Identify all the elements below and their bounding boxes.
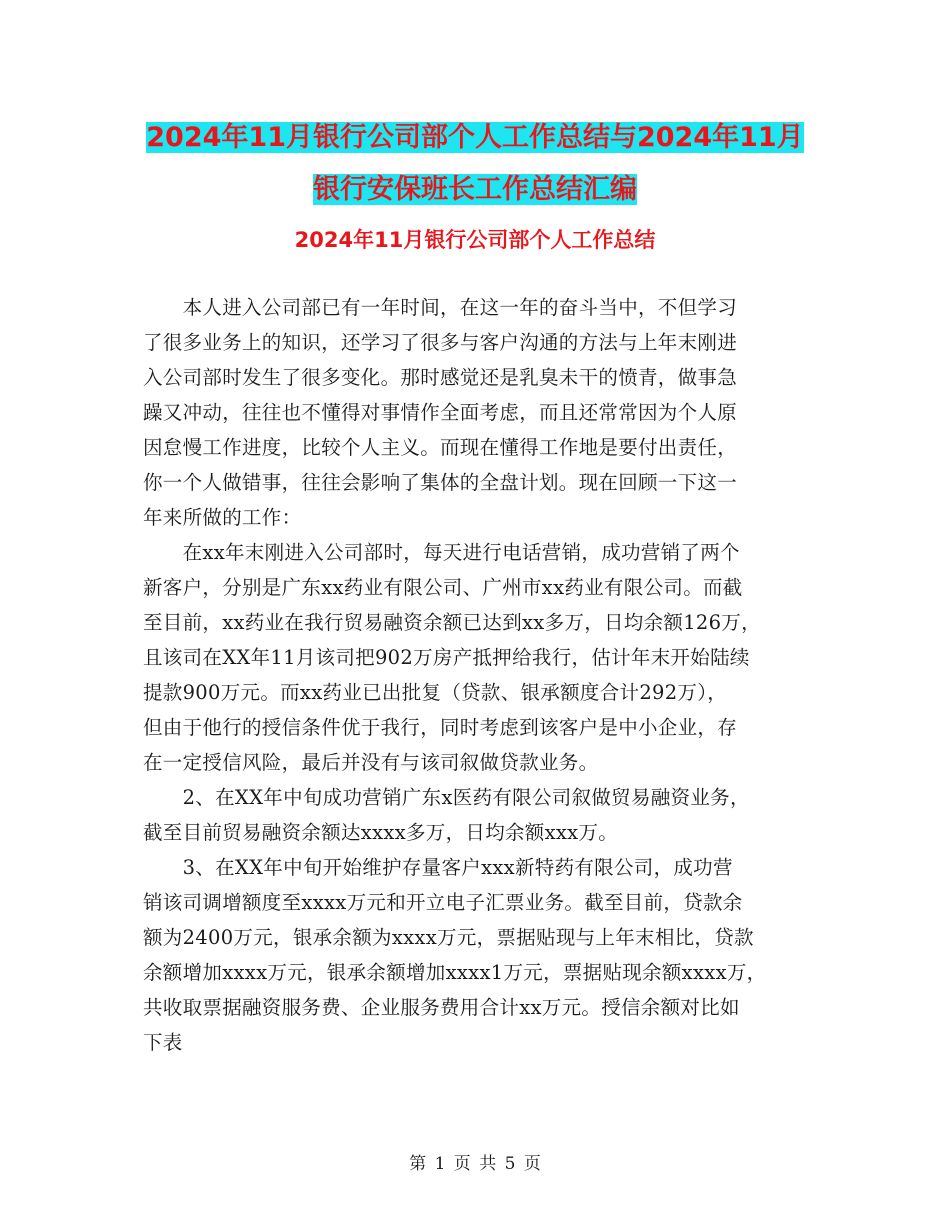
body-line: 提款900万元。而xx药业已出批复（贷款、银承额度合计292万）， <box>143 681 728 704</box>
body-line: 额为2400万元，银承余额为xxxx万元，票据贴现与上年末相比，贷款 <box>143 926 754 949</box>
body-line: 你一个人做错事，往往会影响了集体的全盘计划。现在回顾一下这一 <box>143 471 738 494</box>
body-line: 在一定授信风险，最后并没有与该司叙做贷款业务。 <box>143 751 599 774</box>
page-footer: 第 1 页 共 5 页 <box>409 1154 541 1174</box>
body-line: 截至目前贸易融资余额达xxxx多万，日均余额xxx万。 <box>143 821 619 844</box>
body-line: 入公司部时发生了很多变化。那时感觉还是乳臭未干的愤青，做事急 <box>143 366 738 389</box>
title-line-2: 银行安保班长工作总结汇编 <box>313 174 637 205</box>
body-line: 共收取票据融资服务费、企业服务费用合计xx万元。授信余额对比如 <box>143 996 740 1019</box>
body-line: 且该司在XX年11月该司把902万房产抵押给我行，估计年末开始陆续 <box>143 646 750 669</box>
body-line: 2、在XX年中旬成功营销广东x医药有限公司叙做贸易融资业务， <box>143 786 750 809</box>
body-line: 至目前，xx药业在我行贸易融资余额已达到xx多万，日均余额126万， <box>143 611 761 634</box>
body-line: 在xx年末刚进入公司部时，每天进行电话营销，成功营销了两个 <box>143 541 740 564</box>
body-line: 新客户，分别是广东xx药业有限公司、广州市xx药业有限公司。而截 <box>143 576 743 599</box>
body-line: 余额增加xxxx万元，银承余额增加xxxx1万元，票据贴现余额xxxx万， <box>143 961 767 984</box>
body-line: 年来所做的工作： <box>143 506 302 529</box>
body-line: 下表 <box>143 1031 183 1054</box>
document-title <box>0 112 950 216</box>
document-body <box>143 290 823 1060</box>
section-title: 2024年11月银行公司部个人工作总结 <box>294 228 656 252</box>
body-line: 本人进入公司部已有一年时间，在这一年的奋斗当中，不但学习 <box>143 296 738 319</box>
body-line: 但由于他行的授信条件优于我行，同时考虑到该客户是中小企业，存 <box>143 716 738 739</box>
body-line: 3、在XX年中旬开始维护存量客户xxx新特药有限公司，成功营 <box>143 856 733 879</box>
body-line: 躁又冲动，往往也不懂得对事情作全面考虑，而且还常常因为个人原 <box>143 401 738 424</box>
body-line: 了很多业务上的知识，还学习了很多与客户沟通的方法与上年末刚进 <box>143 331 738 354</box>
body-line: 因怠慢工作进度，比较个人主义。而现在懂得工作地是要付出责任， <box>143 436 738 459</box>
title-line-1: 2024年11月银行公司部个人工作总结与2024年11月 <box>146 122 804 153</box>
body-line: 销该司调增额度至xxxx万元和开立电子汇票业务。截至目前，贷款余 <box>143 891 743 914</box>
